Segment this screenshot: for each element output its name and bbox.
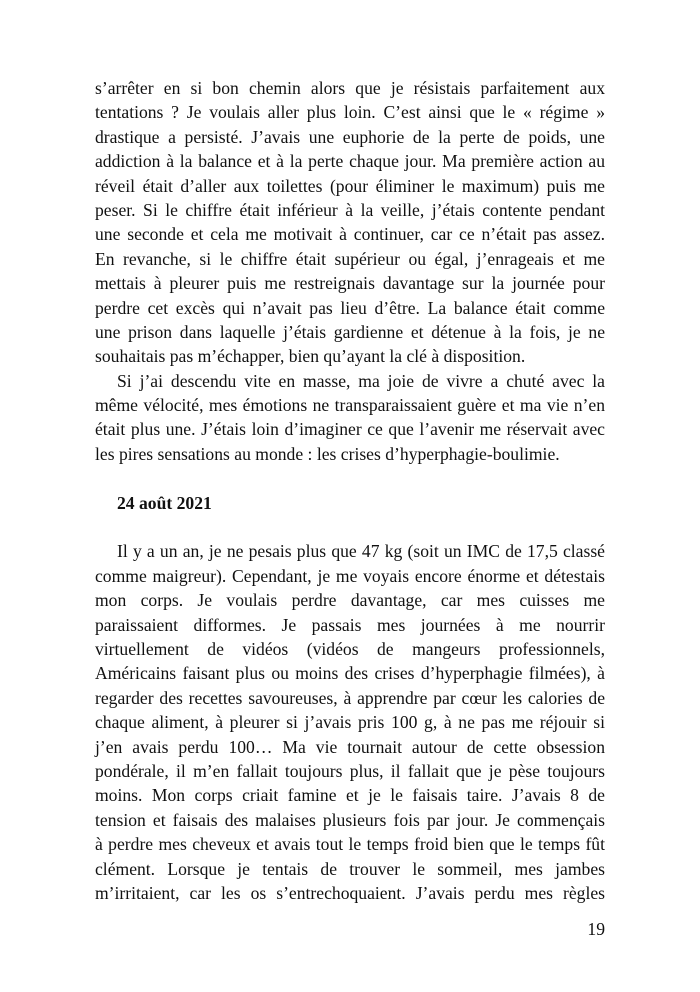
page-number: 19 — [587, 919, 605, 939]
text-line: j’en avais perdu 100… Ma vie tournait autour de cette obsession — [95, 736, 605, 757]
text-line: réveil était d’aller aux toilettes (pour éliminer le maximum) puis me — [95, 175, 605, 196]
text-line: clément. Lorsque je tentais de trouver le sommeil, mes jambes — [95, 858, 605, 879]
text-line: En revanche, si le chiffre était supérieur ou égal, j’enrageais et me — [95, 248, 605, 269]
text-line: paraissaient difformes. Je passais mes journées à me nourrir — [95, 614, 605, 635]
text-line: pondérale, il m’en fallait toujours plus, il fallait que je pèse toujours — [95, 760, 605, 781]
text-line: virtuellement de vidéos (vidéos de mangeurs professionnels, — [95, 638, 605, 659]
paragraph-1 — [95, 76, 605, 369]
text-line: m’irritaient, car les os s’entrechoquaient. J’avais perdu mes règles — [95, 882, 605, 903]
text-line: peser. Si le chiffre était inférieur à la veille, j’étais contente pendant — [95, 199, 605, 220]
text-line: une prison dans laquelle j’étais gardienne et détenue à la fois, je ne — [95, 321, 605, 342]
paragraph-3 — [95, 539, 605, 905]
paragraph-2 — [95, 369, 605, 467]
text-line: une seconde et cela me motivait à continuer, car ce n’était pas assez. — [95, 224, 605, 245]
text-line: mon corps. Je voulais perdre davantage, car mes cuisses me — [95, 590, 605, 611]
date-heading: 24 août 2021 — [117, 492, 212, 513]
text-line: tentations ? Je voulais aller plus loin. C’est ainsi que le « régime » — [95, 102, 605, 123]
text-line: addiction à la balance et à la perte chaque jour. Ma première action au — [95, 151, 605, 172]
text-line: regarder des recettes savoureuses, à apprendre par cœur les calories de — [95, 687, 605, 708]
text-line: drastique a persisté. J’avais une euphorie de la perte de poids, une — [95, 126, 605, 147]
body-text — [95, 76, 605, 905]
text-line: moins. Mon corps criait famine et je le faisais taire. J’avais 8 de — [95, 785, 605, 806]
spacer — [95, 466, 605, 490]
text-line: même vélocité, mes émotions ne transparaissaient guère et ma vie n’en — [95, 395, 605, 416]
text-line: tension et faisais des malaises plusieurs fois par jour. Je commençais — [95, 809, 605, 830]
text-line: Il y a un an, je ne pesais plus que 47 kg (soit un IMC de 17,5 classé — [117, 541, 605, 562]
text-line: souhaitais pas m’échapper, bien qu’ayant la clé à disposition. — [95, 346, 526, 367]
text-line: comme maigreur). Cependant, je me voyais encore énorme et détestais — [95, 565, 605, 586]
spacer — [95, 515, 605, 539]
text-line: à perdre mes cheveux et avais tout le temps froid bien que le temps fût — [95, 834, 605, 855]
text-line: Américains faisant plus ou moins des crises d’hyperphagie filmées), à — [95, 663, 605, 684]
text-line: s’arrêter en si bon chemin alors que je résistais parfaitement aux — [95, 78, 605, 98]
text-line: perdre cet excès qui n’avait pas lieu d’être. La balance était comme — [95, 297, 605, 318]
text-line: était plus une. J’étais loin d’imaginer ce que l’avenir me réservait avec — [95, 419, 605, 440]
text-line: Si j’ai descendu vite en masse, ma joie de vivre a chuté avec la — [117, 370, 605, 391]
text-line: mettais à pleurer puis me restreignais davantage sur la journée pour — [95, 273, 605, 294]
text-line: les pires sensations au monde : les crises d’hyperphagie-boulimie. — [95, 443, 560, 464]
text-line: chaque aliment, à pleurer si j’avais pris 100 g, à ne pas me réjouir si — [95, 712, 605, 733]
